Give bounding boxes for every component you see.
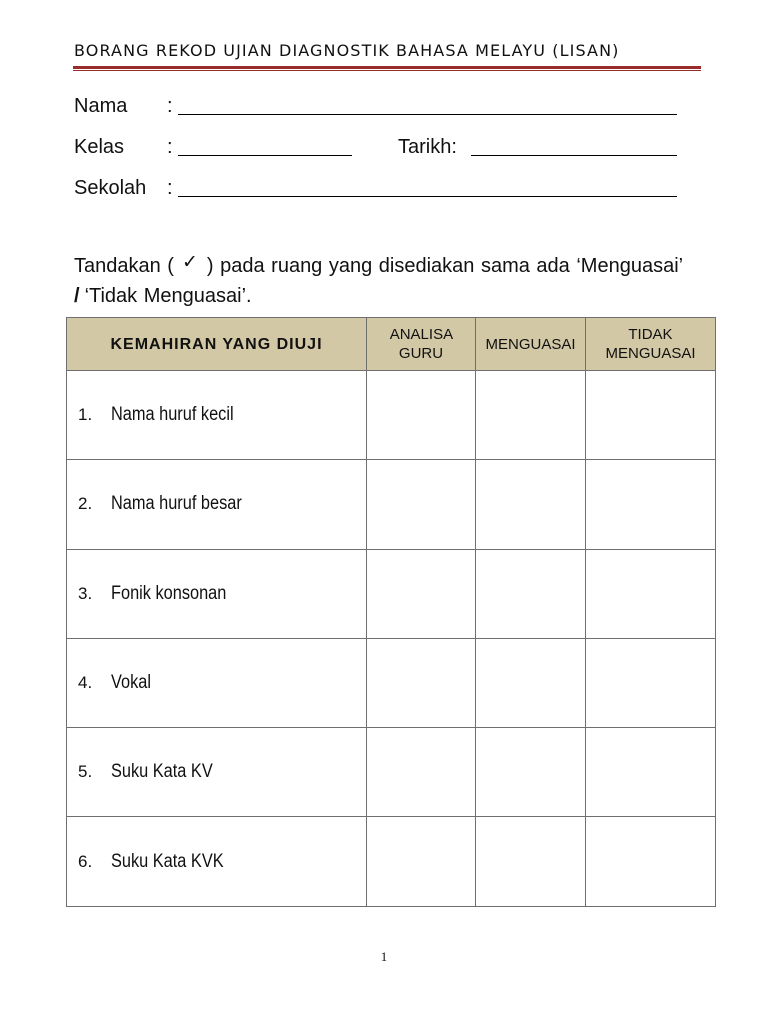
header-mastered-label: MENGUASAI [485, 335, 576, 353]
row-number: 2. [78, 494, 93, 514]
mastered-cell [476, 638, 586, 727]
header-not-mastered-label: TIDAK MENGUASAI [605, 326, 696, 362]
analysis-cell [367, 817, 476, 906]
table-row [67, 817, 716, 906]
skill-cell [67, 638, 367, 727]
instruction-suffix: ) pada ruang yang disediakan sama ada ‘Menguasai’ [206, 255, 684, 277]
header-analysis-label: ANALISA GURU [389, 326, 454, 362]
mastered-cell [476, 817, 586, 906]
not-mastered-cell [586, 549, 716, 638]
sekolah-colon: : [167, 177, 173, 199]
mastered-cell [476, 728, 586, 817]
table-row [67, 371, 716, 460]
kelas-blank-line [178, 155, 352, 156]
analysis-cell [367, 371, 476, 460]
header-not-mastered [586, 318, 716, 371]
sekolah-label: Sekolah [74, 177, 147, 199]
nama-blank-line [178, 114, 677, 115]
tarikh-blank-line [471, 155, 677, 156]
table-header-row [67, 318, 716, 371]
analysis-cell [367, 549, 476, 638]
header-skill-label: KEMAHIRAN YANG DIUJI [110, 335, 323, 353]
header-mastered [476, 318, 586, 371]
skill-name: Fonik konsonan [111, 582, 227, 604]
not-mastered-cell [586, 371, 716, 460]
skill-name: Nama huruf kecil [111, 404, 234, 426]
not-mastered-cell [586, 817, 716, 906]
not-mastered-cell [586, 728, 716, 817]
not-mastered-cell [586, 460, 716, 549]
skill-name: Vokal [111, 672, 151, 694]
skill-name: Nama huruf besar [111, 493, 242, 515]
skills-table [66, 317, 716, 907]
skill-name: Suku Kata KVK [111, 850, 224, 872]
skill-cell [67, 371, 367, 460]
row-number: 6. [78, 851, 93, 871]
check-icon: ✓ [181, 251, 198, 273]
header-skill [67, 318, 367, 371]
instruction-line-2 [74, 285, 252, 307]
skill-cell [67, 817, 367, 906]
nama-colon: : [167, 95, 173, 117]
table-row [67, 549, 716, 638]
title-rule-thin [73, 70, 701, 71]
table-row [67, 728, 716, 817]
not-mastered-cell [586, 638, 716, 727]
analysis-cell [367, 460, 476, 549]
row-number: 5. [78, 762, 93, 782]
table-row [67, 638, 716, 727]
mastered-cell [476, 549, 586, 638]
instruction-slash: / [74, 285, 80, 307]
kelas-colon: : [167, 136, 173, 158]
analysis-cell [367, 728, 476, 817]
sekolah-blank-line [178, 196, 677, 197]
instruction-line-1 [74, 251, 684, 277]
page-number: 1 [380, 949, 388, 964]
document-title: BORANG REKOD UJIAN DIAGNOSTIK BAHASA MELAYU (LISAN) [74, 41, 620, 60]
instruction-line-2-text: ‘Tidak Menguasai’. [84, 285, 252, 307]
nama-label: Nama [74, 95, 128, 117]
skill-cell [67, 460, 367, 549]
mastered-cell [476, 371, 586, 460]
skill-cell [67, 549, 367, 638]
skill-name: Suku Kata KV [111, 761, 213, 783]
row-number: 1. [78, 405, 93, 425]
table-row [67, 460, 716, 549]
row-number: 3. [78, 583, 93, 603]
mastered-cell [476, 460, 586, 549]
title-rule-thick [73, 66, 701, 69]
skill-cell [67, 728, 367, 817]
header-analysis [367, 318, 476, 371]
row-number: 4. [78, 673, 93, 693]
kelas-label: Kelas [74, 136, 125, 158]
tarikh-label: Tarikh: [398, 136, 457, 158]
analysis-cell [367, 638, 476, 727]
instruction-prefix: Tandakan ( [74, 255, 174, 277]
